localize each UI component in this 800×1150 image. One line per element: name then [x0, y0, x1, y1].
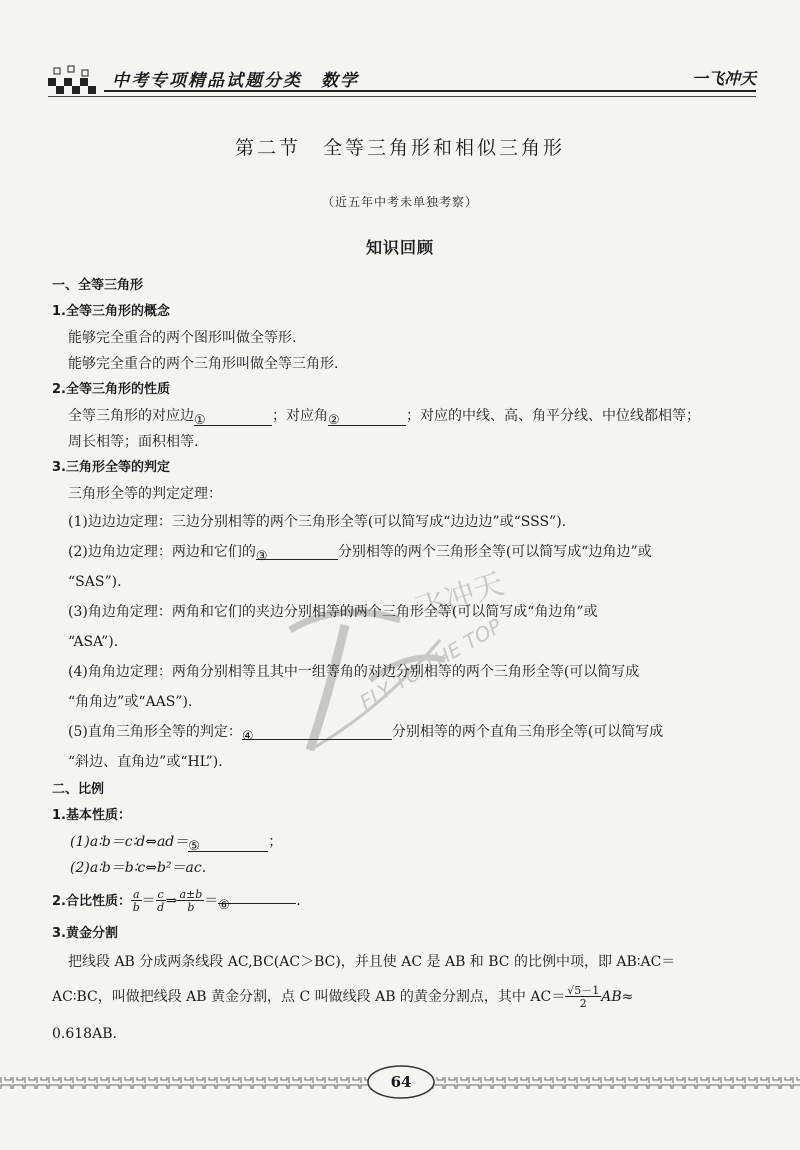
header-rule — [104, 90, 756, 92]
basic-property-2: (2)a∶b＝b∶c⇔b²＝ac. — [70, 860, 207, 876]
answer-blank-3[interactable]: ③ — [256, 541, 338, 560]
properties-line-2: 周长相等；面积相等. — [68, 434, 199, 450]
page-header — [48, 60, 756, 98]
fraction-c-d: $\frac{c}{d}$ — [157, 888, 165, 914]
fraction-a-b: $\frac{a}{b}$ — [132, 888, 140, 914]
basic-properties-heading: 1.基本性质： — [52, 808, 131, 823]
part1-heading: 一、全等三角形 — [52, 278, 144, 293]
criterion-sss: (1)边边边定理：三边分别相等的两个三角形全等(可以简写成“边边边”或“SSS”). — [68, 514, 567, 530]
concept-line-1: 能够完全重合的两个图形叫做全等形. — [68, 330, 297, 346]
criterion-hl-abbr: “斜边、直角边”或“HL”). — [68, 754, 223, 770]
page-number: 64 — [390, 1073, 412, 1091]
golden-section-line-3: 0.618AB. — [52, 1026, 117, 1042]
checker-logo-icon — [48, 64, 100, 94]
header-title: 中考专项精品试题分类 数学 — [112, 71, 359, 91]
criterion-asa: (3)角边角定理：两角和它们的夹边分别相等的两个三角形全等(可以简写成“角边角”或 — [68, 604, 598, 620]
section-subtitle: （近五年中考未单独考察） — [321, 195, 478, 209]
section-title: 第二节 全等三角形和相似三角形 — [234, 137, 565, 159]
main-content — [52, 273, 758, 1051]
criterion-asa-abbr: “ASA”). — [68, 634, 119, 650]
properties-heading: 2.全等三角形的性质 — [52, 382, 170, 397]
basic-property-1: (1)a∶b＝c∶d⇔ad＝⑤ ； — [70, 834, 283, 854]
golden-section-line-2: AC∶BC，叫做把线段 AB 黄金分割，点 C 叫做线段 AB 的黄金分割点，其中 AC＝ $\frac{√5-1}{2}$ AB≈ — [52, 984, 634, 1010]
answer-blank-6[interactable]: ⑥ — [218, 885, 296, 904]
header-rule-thin — [48, 96, 756, 97]
answer-blank-1[interactable]: ① — [194, 407, 272, 426]
criterion-aas: (4)角角边定理：两角分别相等且其中一组等角的对边分别相等的两个三角形全等(可以简写成 — [68, 664, 640, 680]
watermark-text-cn: 飞冲天 — [411, 566, 509, 628]
sum-property-line: 2.合比性质： $\frac{a}{b}$ ＝ $\frac{c}{d}$ ⇒ $\frac{a\pm b}{b}$ ＝⑥ . — [52, 881, 758, 921]
criteria-heading: 3.三角形全等的判定 — [52, 460, 170, 475]
part2-heading: 二、比例 — [52, 782, 105, 797]
concept-line-2: 能够完全重合的两个三角形叫做全等三角形. — [68, 356, 339, 372]
fraction-apmb-b: $\frac{a\pm b}{b}$ — [179, 888, 203, 914]
header-brand: 一飞冲天 — [691, 69, 756, 88]
fraction-golden-ratio: $\frac{√5-1}{2}$ — [567, 984, 600, 1010]
criterion-sas: (2)边角边定理：两边和它们的③ 分别相等的两个三角形全等(可以简写成“边角边”或 — [52, 537, 758, 567]
answer-blank-5[interactable]: ⑤ — [188, 833, 268, 852]
criterion-sas-abbr: “SAS”). — [68, 574, 122, 590]
criterion-hl: (5)直角三角形全等的判定：④ 分别相等的两个直角三角形全等(可以简写成 — [52, 717, 758, 747]
answer-blank-2[interactable]: ② — [328, 407, 406, 426]
golden-section-heading: 3.黄金分割 — [52, 926, 118, 941]
answer-blank-4[interactable]: ④ — [242, 721, 392, 740]
concept-heading: 1.全等三角形的概念 — [52, 304, 170, 319]
review-heading: 知识回顾 — [365, 238, 434, 257]
watermark-text-en: FLY TO THE TOP — [355, 613, 506, 715]
golden-section-line-1: 把线段 AB 分成两条线段 AC,BC(AC＞BC)，并且使 AC 是 AB 和 BC 的比例中项，即 AB∶AC＝ — [68, 954, 676, 970]
criterion-aas-abbr: “角角边”或“AAS”). — [68, 694, 193, 710]
criteria-intro: 三角形全等的判定定理： — [68, 486, 222, 502]
properties-line-1: 全等三角形的对应边① ；对应角② ；对应的中线、高、角平分线、中位线都相等； — [68, 408, 700, 428]
